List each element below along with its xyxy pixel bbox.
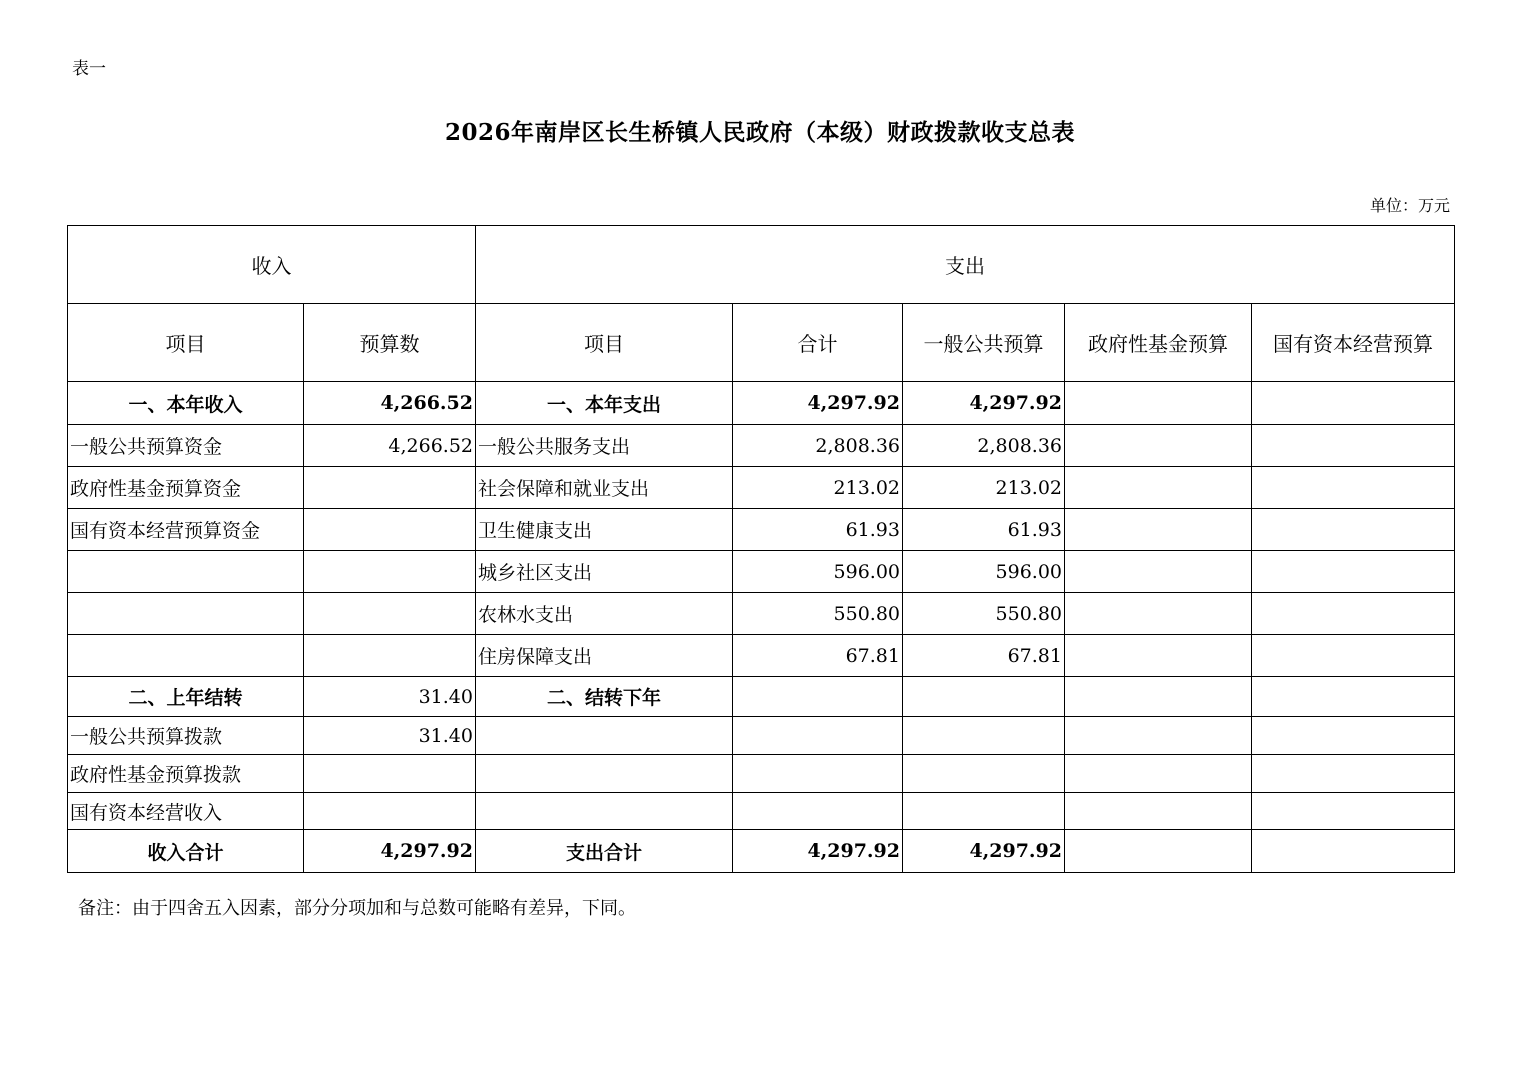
general-budget-cell: 61.93 bbox=[903, 509, 1065, 551]
state-capital-cell bbox=[1252, 551, 1455, 593]
expense-item-cell: 一、本年支出 bbox=[476, 382, 733, 425]
general-budget-cell bbox=[903, 677, 1065, 717]
state-capital-cell bbox=[1252, 677, 1455, 717]
income-value-cell bbox=[304, 593, 476, 635]
state-capital-cell bbox=[1252, 635, 1455, 677]
unit-label: 单位：万元 bbox=[1369, 196, 1450, 215]
income-item-cell bbox=[68, 593, 304, 635]
general-budget-cell bbox=[903, 793, 1065, 830]
expense-item-header: 项目 bbox=[476, 304, 733, 382]
income-item-cell bbox=[68, 551, 304, 593]
fund-budget-cell bbox=[1065, 382, 1252, 425]
table-row bbox=[68, 717, 1455, 755]
general-budget-cell bbox=[903, 717, 1065, 755]
table-row bbox=[68, 509, 1455, 551]
table-row bbox=[68, 382, 1455, 425]
income-value-cell bbox=[304, 635, 476, 677]
table-row bbox=[68, 593, 1455, 635]
header-row-group bbox=[68, 226, 1455, 304]
expense-item-cell bbox=[476, 717, 733, 755]
fund-budget-cell bbox=[1065, 717, 1252, 755]
income-budget-header: 预算数 bbox=[304, 304, 476, 382]
income-item-cell: 政府性基金预算拨款 bbox=[68, 755, 304, 793]
expense-item-cell: 二、结转下年 bbox=[476, 677, 733, 717]
fund-budget-cell bbox=[1065, 509, 1252, 551]
expense-header: 支出 bbox=[476, 226, 1455, 304]
income-item-cell: 一、本年收入 bbox=[68, 382, 304, 425]
expense-total-cell: 67.81 bbox=[733, 635, 903, 677]
income-total-value: 4,297.92 bbox=[304, 830, 476, 873]
state-capital-cell bbox=[1252, 467, 1455, 509]
expense-item-cell: 卫生健康支出 bbox=[476, 509, 733, 551]
fund-budget-cell bbox=[1065, 677, 1252, 717]
expense-item-cell: 社会保障和就业支出 bbox=[476, 467, 733, 509]
table-row bbox=[68, 425, 1455, 467]
general-budget-total-value: 4,297.92 bbox=[903, 830, 1065, 873]
table-row bbox=[68, 467, 1455, 509]
fund-budget-cell bbox=[1065, 551, 1252, 593]
expense-total-cell: 596.00 bbox=[733, 551, 903, 593]
table-row bbox=[68, 677, 1455, 717]
table-row bbox=[68, 755, 1455, 793]
income-item-cell: 国有资本经营收入 bbox=[68, 793, 304, 830]
fund-budget-cell bbox=[1065, 425, 1252, 467]
state-capital-cell bbox=[1252, 382, 1455, 425]
state-capital-cell bbox=[1252, 509, 1455, 551]
general-budget-cell: 213.02 bbox=[903, 467, 1065, 509]
expense-item-cell bbox=[476, 793, 733, 830]
table-row bbox=[68, 793, 1455, 830]
income-value-cell bbox=[304, 467, 476, 509]
footnote: 备注：由于四舍五入因素，部分分项加和与总数可能略有差异，下同。 bbox=[78, 898, 636, 919]
expense-total-cell bbox=[733, 677, 903, 717]
expense-item-cell: 一般公共服务支出 bbox=[476, 425, 733, 467]
income-item-cell: 二、上年结转 bbox=[68, 677, 304, 717]
general-budget-cell: 2,808.36 bbox=[903, 425, 1065, 467]
general-budget-header: 一般公共预算 bbox=[903, 304, 1065, 382]
income-item-header: 项目 bbox=[68, 304, 304, 382]
income-item-cell bbox=[68, 635, 304, 677]
income-value-cell: 4,266.52 bbox=[304, 382, 476, 425]
income-value-cell bbox=[304, 551, 476, 593]
page-title: 2026年南岸区长生桥镇人民政府（本级）财政拨款收支总表 bbox=[444, 119, 1075, 146]
income-value-cell: 31.40 bbox=[304, 677, 476, 717]
general-budget-cell: 67.81 bbox=[903, 635, 1065, 677]
expense-item-cell: 农林水支出 bbox=[476, 593, 733, 635]
expense-total-cell: 213.02 bbox=[733, 467, 903, 509]
income-total-label: 收入合计 bbox=[68, 830, 304, 873]
expense-total-value: 4,297.92 bbox=[733, 830, 903, 873]
state-capital-header: 国有资本经营预算 bbox=[1252, 304, 1455, 382]
header-row-columns bbox=[68, 304, 1455, 382]
fund-budget-cell bbox=[1065, 793, 1252, 830]
expense-total-label: 支出合计 bbox=[476, 830, 733, 873]
income-value-cell bbox=[304, 755, 476, 793]
expense-total-cell: 61.93 bbox=[733, 509, 903, 551]
expense-total-cell bbox=[733, 717, 903, 755]
income-item-cell: 政府性基金预算资金 bbox=[68, 467, 304, 509]
fund-budget-total-value bbox=[1065, 830, 1252, 873]
fund-budget-cell bbox=[1065, 635, 1252, 677]
expense-total-header: 合计 bbox=[733, 304, 903, 382]
income-item-cell: 国有资本经营预算资金 bbox=[68, 509, 304, 551]
expense-item-cell: 住房保障支出 bbox=[476, 635, 733, 677]
income-value-cell bbox=[304, 793, 476, 830]
general-budget-cell: 596.00 bbox=[903, 551, 1065, 593]
expense-total-cell: 4,297.92 bbox=[733, 382, 903, 425]
fund-budget-cell bbox=[1065, 593, 1252, 635]
state-capital-cell bbox=[1252, 793, 1455, 830]
state-capital-cell bbox=[1252, 593, 1455, 635]
general-budget-cell: 4,297.92 bbox=[903, 382, 1065, 425]
expense-item-cell: 城乡社区支出 bbox=[476, 551, 733, 593]
income-value-cell: 31.40 bbox=[304, 717, 476, 755]
expense-total-cell bbox=[733, 755, 903, 793]
budget-table bbox=[67, 225, 1455, 873]
fund-budget-cell bbox=[1065, 467, 1252, 509]
table-row bbox=[68, 551, 1455, 593]
expense-item-cell bbox=[476, 755, 733, 793]
state-capital-total-value bbox=[1252, 830, 1455, 873]
income-item-cell: 一般公共预算拨款 bbox=[68, 717, 304, 755]
table-row bbox=[68, 635, 1455, 677]
document-label: 表一 bbox=[72, 59, 106, 79]
state-capital-cell bbox=[1252, 425, 1455, 467]
state-capital-cell bbox=[1252, 755, 1455, 793]
expense-total-cell bbox=[733, 793, 903, 830]
expense-total-cell: 550.80 bbox=[733, 593, 903, 635]
general-budget-cell bbox=[903, 755, 1065, 793]
income-value-cell bbox=[304, 509, 476, 551]
totals-row bbox=[68, 830, 1455, 873]
fund-budget-cell bbox=[1065, 755, 1252, 793]
income-value-cell: 4,266.52 bbox=[304, 425, 476, 467]
expense-total-cell: 2,808.36 bbox=[733, 425, 903, 467]
state-capital-cell bbox=[1252, 717, 1455, 755]
fund-budget-header: 政府性基金预算 bbox=[1065, 304, 1252, 382]
income-item-cell: 一般公共预算资金 bbox=[68, 425, 304, 467]
income-header: 收入 bbox=[68, 226, 476, 304]
general-budget-cell: 550.80 bbox=[903, 593, 1065, 635]
